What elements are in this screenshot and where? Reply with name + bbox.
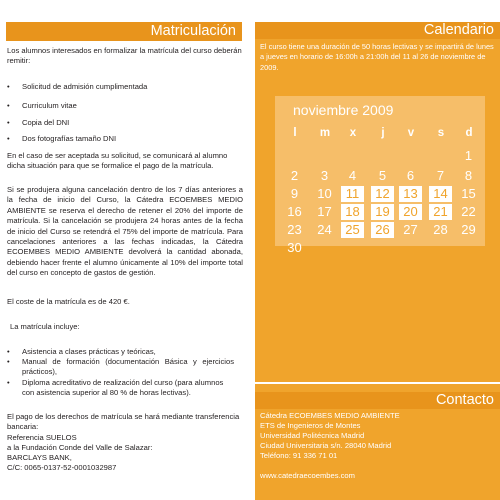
calendar-heading-bar <box>255 22 500 39</box>
document-item-text: Solicitud de admisión cumplimentada <box>22 82 148 91</box>
contact-organization: Cátedra ECOEMBES MEDIO AMBIENTE <box>260 411 400 420</box>
course-day-cell: 19 <box>371 204 394 220</box>
info-column <box>255 0 500 500</box>
day-cell: 8 <box>464 168 473 183</box>
payment-intro-text: El pago de los derechos de matrícula se hará mediante transferencia bancaria: <box>7 412 240 432</box>
weekday-label: x <box>349 127 357 139</box>
includes-item-text: Diploma acreditativo de realización del curso (para alumnos con asistencia superior al 80 % de horas lectivas). <box>22 378 224 398</box>
calendar-description: El curso tiene una duración de 50 horas lectivas y se impartirá de lunes a jueves en horario de 16:00h a 21:00h del 11 al 26 de noviembre de 2009. <box>260 42 494 72</box>
month-calendar <box>275 96 485 255</box>
contact-phone: Teléfono: 91 336 71 01 <box>260 451 338 460</box>
includes-title: La matrícula incluye: <box>10 322 80 331</box>
includes-item-text: Manual de formación (documentación Básica y ejercicios prácticos), <box>22 357 234 377</box>
weekday-label: d <box>465 127 473 139</box>
course-day-cell: 14 <box>429 186 452 202</box>
contact-address: Ciudad Universitaria s/n. 28040 Madrid <box>260 441 392 450</box>
calendar-month-label: noviembre 2009 <box>293 102 394 118</box>
day-cell: 15 <box>461 186 476 201</box>
day-cell: 6 <box>406 168 415 183</box>
document-item-text: Dos fotografías tamaño DNI <box>22 134 117 143</box>
bullet-icon: • <box>7 134 10 143</box>
day-cell: 24 <box>317 222 332 237</box>
weekday-label: j <box>381 127 385 139</box>
weekday-label: s <box>437 127 445 139</box>
registration-heading-bar <box>6 22 242 41</box>
weekday-label: v <box>407 127 415 139</box>
day-cell: 2 <box>290 168 299 183</box>
contact-title: Contacto <box>435 392 494 408</box>
payment-bank-line: BARCLAYS BANK, <box>7 453 72 462</box>
course-day-cell: 20 <box>399 204 422 220</box>
course-day-cell: 11 <box>341 186 364 202</box>
day-cell: 22 <box>461 204 476 219</box>
course-day-cell: 18 <box>341 204 364 220</box>
day-cell: 23 <box>287 222 302 237</box>
contact-school: ETS de Ingenieros de Montes <box>260 421 361 430</box>
bullet-icon: • <box>7 82 10 91</box>
calendar-title: Calendario <box>423 22 494 38</box>
day-cell: 7 <box>436 168 445 183</box>
weekday-label: l <box>293 127 297 139</box>
day-cell: 29 <box>461 222 476 237</box>
payment-reference-line: Referencia SUELOS <box>7 433 77 442</box>
day-cell: 9 <box>290 186 299 201</box>
course-day-cell: 21 <box>429 204 452 220</box>
payment-account-line: C/C: 0065-0137-52-0001032987 <box>7 463 117 472</box>
day-cell: 28 <box>433 222 448 237</box>
document-item-text: Copia del DNI <box>22 118 70 127</box>
registration-section <box>0 0 248 500</box>
day-cell: 16 <box>287 204 302 219</box>
day-cell: 10 <box>317 186 332 201</box>
contact-university: Universidad Politécnica Madrid <box>260 431 365 440</box>
acceptance-text: En el caso de ser aceptada su solicitud, se comunicará al alumno dicha situación para que se formalice el pago de la matrícula. <box>7 151 228 171</box>
bullet-icon: • <box>7 357 10 366</box>
contact-website-link[interactable]: www.catedraecoembes.com <box>260 471 355 480</box>
course-day-cell: 25 <box>341 222 364 238</box>
bullet-icon: • <box>7 347 10 356</box>
registration-title: Matriculación <box>150 23 236 39</box>
includes-item-text: Asistencia a clases prácticas y teóricas, <box>22 347 156 356</box>
day-cell: 5 <box>378 168 387 183</box>
intro-text: Los alumnos interesados en formalizar la matrícula del curso deberán remitir: <box>7 46 242 66</box>
payment-foundation-line: a la Fundación Conde del Valle de Salazar: <box>7 443 153 452</box>
course-day-cell: 13 <box>399 186 422 202</box>
day-cell: 30 <box>287 240 302 255</box>
day-cell: 4 <box>348 168 357 183</box>
day-cell: 3 <box>320 168 329 183</box>
bullet-icon: • <box>7 118 10 127</box>
day-cell: 1 <box>464 148 473 163</box>
bullet-icon: • <box>7 378 10 387</box>
day-cell: 17 <box>317 204 332 219</box>
document-item-text: Curriculum vitae <box>22 101 77 110</box>
course-day-cell: 26 <box>371 222 394 238</box>
contact-heading-bar <box>255 392 500 409</box>
bullet-icon: • <box>7 101 10 110</box>
cost-text: El coste de la matrícula es de 420 €. <box>7 297 130 306</box>
day-cell: 27 <box>403 222 418 237</box>
cancellation-policy-text: Si se produjera alguna cancelación dentro de los 7 días anteriores a la fecha de inicio del Curso, la Cátedra ECOEMBES MEDIO AMBIENTE se reserva el derecho de retener el 20% del importe de matrícula. Si la cancelación se produjera 24 horas antes de la fecha de inicio del Curso se retendrá el 75% del importe de matrícula. Para cancelaciones anteriores a las fechas indicadas, la Cátedra ECOEMBES MEDIO AMBIENTE devolverá la cantidad abonada, debiendo hacer frente el alumno únicamente al 10% del importe total del curso en concepto de gastos de gestión. <box>7 185 243 278</box>
weekday-label: m <box>319 127 331 139</box>
course-day-cell: 12 <box>371 186 394 202</box>
